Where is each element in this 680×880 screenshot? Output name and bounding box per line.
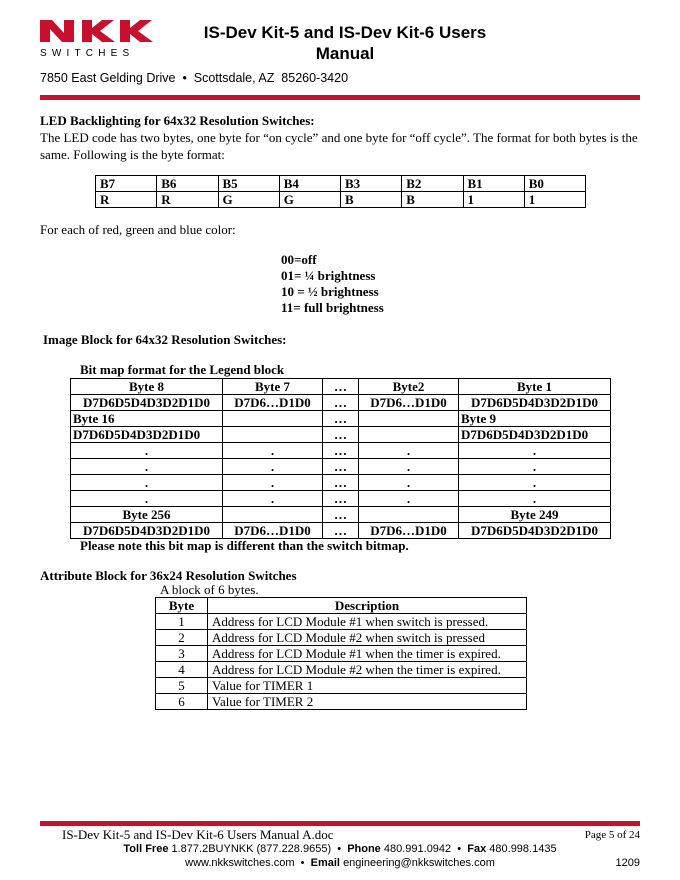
byte-description: Address for LCD Module #2 when switch is pressed — [208, 630, 527, 646]
phone-label: Phone — [347, 843, 381, 855]
column-header: Byte — [156, 598, 208, 614]
table-cell: B6 — [157, 176, 218, 192]
table-row — [71, 523, 611, 539]
email-link[interactable]: engineering@nkkswitches.com — [343, 857, 495, 869]
table-cell: . — [223, 475, 323, 491]
table-cell: D7D6D5D4D3D2D1D0 — [459, 395, 611, 411]
table-cell: Byte 16 — [71, 411, 223, 427]
footer-divider — [40, 821, 640, 826]
footer-web: www.nkkswitches.com • Email engineering@nkkswitches.com — [185, 857, 495, 869]
table-cell: Byte 8 — [71, 379, 223, 395]
table-cell: R — [157, 192, 218, 208]
footer-doc-name: IS-Dev Kit-5 and IS-Dev Kit-6 Users Manual A.doc — [62, 827, 334, 842]
table-cell: D7D6…D1D0 — [359, 523, 459, 539]
nkk-logo-graphic — [38, 16, 158, 58]
table-cell: . — [359, 443, 459, 459]
logo-subtext: SWITCHES — [40, 48, 135, 58]
table-cell: D7D6D5D4D3D2D1D0 — [459, 427, 611, 443]
led-paragraph: The LED code has two bytes, one byte for “on cycle” and one byte for “off cycle”. The format for both bytes is the same. Following is the byte format: — [40, 130, 638, 162]
nkk-logo — [38, 16, 158, 63]
byte-number: 5 — [156, 678, 208, 694]
table-row — [71, 443, 611, 459]
brightness-levels — [281, 252, 384, 316]
table-row — [71, 491, 611, 507]
bitmap-subheading: Bit map format for the Legend block — [80, 362, 285, 377]
table-cell: … — [323, 443, 359, 459]
table-cell: 1 — [463, 192, 524, 208]
byte-description: Value for TIMER 2 — [208, 694, 527, 710]
bitmap-note: Please note this bit map is different than the switch bitmap. — [80, 538, 409, 553]
table-cell — [223, 411, 323, 427]
table-cell: R — [96, 192, 157, 208]
byte-description: Address for LCD Module #1 when switch is pressed. — [208, 614, 527, 630]
fax-label: Fax — [467, 843, 487, 855]
byte-number: 6 — [156, 694, 208, 710]
table-row — [156, 630, 527, 646]
byte-number: 2 — [156, 630, 208, 646]
table-cell: D7D6…D1D0 — [223, 395, 323, 411]
table-cell: . — [459, 459, 611, 475]
table-cell: … — [323, 427, 359, 443]
table-header-row — [156, 598, 527, 614]
fax-number: 480.998.1435 — [489, 843, 557, 855]
table-cell: D7D6D5D4D3D2D1D0 — [71, 523, 223, 539]
tollfree-number: 1.877.2BUYNKK (877.228.9655) — [171, 843, 332, 855]
led-heading: LED Backlighting for 64x32 Resolution Switches: — [40, 113, 315, 128]
table-cell: B3 — [341, 176, 402, 192]
tollfree-label: Toll Free — [123, 843, 169, 855]
website-link[interactable]: www.nkkswitches.com — [185, 857, 295, 869]
footer-code: 1209 — [615, 857, 640, 869]
table-cell: . — [71, 443, 223, 459]
brightness-level: 11= full brightness — [281, 300, 384, 315]
table-cell: Byte2 — [359, 379, 459, 395]
table-cell: Byte 1 — [459, 379, 611, 395]
company-address: 7850 East Gelding Drive • Scottsdale, AZ 85260-3420 — [40, 71, 349, 85]
table-row — [96, 192, 586, 208]
table-row — [96, 176, 586, 192]
table-cell: … — [323, 523, 359, 539]
table-cell — [223, 427, 323, 443]
table-cell: B — [402, 192, 463, 208]
table-row — [71, 395, 611, 411]
phone-number: 480.991.0942 — [383, 843, 452, 855]
table-cell: Byte 7 — [223, 379, 323, 395]
table-cell: 1 — [524, 192, 585, 208]
image-block-heading: Image Block for 64x32 Resolution Switches: — [43, 332, 287, 347]
column-header: Description — [208, 598, 527, 614]
table-cell: D7D6D5D4D3D2D1D0 — [71, 395, 223, 411]
table-cell: . — [223, 459, 323, 475]
table-cell: B — [341, 192, 402, 208]
table-cell: . — [459, 475, 611, 491]
table-row — [71, 379, 611, 395]
table-cell: Byte 9 — [459, 411, 611, 427]
header-divider — [40, 95, 640, 100]
byte-number: 3 — [156, 646, 208, 662]
table-cell: . — [71, 491, 223, 507]
table-row — [156, 678, 527, 694]
table-cell: … — [323, 491, 359, 507]
table-cell: . — [71, 475, 223, 491]
table-cell: G — [218, 192, 279, 208]
table-row — [156, 646, 527, 662]
bitmap-table — [70, 378, 611, 539]
table-cell: . — [223, 443, 323, 459]
byte-number: 1 — [156, 614, 208, 630]
color-intro: For each of red, green and blue color: — [40, 222, 236, 237]
table-cell: D7D6D5D4D3D2D1D0 — [71, 427, 223, 443]
byte-description: Address for LCD Module #1 when the timer is expired. — [208, 646, 527, 662]
table-cell: B0 — [524, 176, 585, 192]
email-label: Email — [310, 857, 340, 869]
table-cell — [359, 411, 459, 427]
table-cell: B7 — [96, 176, 157, 192]
table-cell: … — [323, 379, 359, 395]
table-cell: D7D6…D1D0 — [359, 395, 459, 411]
table-cell: Byte 249 — [459, 507, 611, 523]
table-cell: Byte 256 — [71, 507, 223, 523]
table-cell: … — [323, 507, 359, 523]
table-cell: B4 — [279, 176, 340, 192]
table-cell: B2 — [402, 176, 463, 192]
attribute-table — [155, 597, 527, 710]
byte-description: Address for LCD Module #2 when the timer is expired. — [208, 662, 527, 678]
table-cell: … — [323, 459, 359, 475]
table-row — [156, 614, 527, 630]
table-row — [71, 507, 611, 523]
table-cell — [223, 507, 323, 523]
byte-number: 4 — [156, 662, 208, 678]
page-number: Page 5 of 24 — [584, 829, 640, 841]
brightness-level: 01= ¼ brightness — [281, 268, 376, 283]
table-cell: … — [323, 395, 359, 411]
footer-contact: Toll Free 1.877.2BUYNKK (877.228.9655) • Phone 480.991.0942 • Fax 480.998.1435 — [123, 843, 557, 855]
brightness-level: 00=off — [281, 252, 317, 267]
table-cell: D7D6D5D4D3D2D1D0 — [459, 523, 611, 539]
table-cell: D7D6…D1D0 — [223, 523, 323, 539]
table-cell: . — [359, 475, 459, 491]
table-row — [71, 475, 611, 491]
byte-description: Value for TIMER 1 — [208, 678, 527, 694]
page-title: IS-Dev Kit-5 and IS-Dev Kit-6 Users Manual — [203, 23, 487, 63]
table-cell: . — [359, 459, 459, 475]
table-cell: G — [279, 192, 340, 208]
table-cell: . — [459, 443, 611, 459]
table-cell — [359, 427, 459, 443]
table-row — [71, 459, 611, 475]
table-cell: … — [323, 475, 359, 491]
table-cell: . — [223, 491, 323, 507]
table-cell: . — [71, 459, 223, 475]
table-cell: B5 — [218, 176, 279, 192]
table-cell: B1 — [463, 176, 524, 192]
table-row — [156, 694, 527, 710]
table-cell: … — [323, 411, 359, 427]
brightness-level: 10 = ½ brightness — [281, 284, 379, 299]
attribute-block-heading: Attribute Block for 36x24 Resolution Switches — [40, 568, 297, 583]
attribute-intro: A block of 6 bytes. — [160, 582, 259, 597]
table-row — [71, 411, 611, 427]
table-cell — [359, 507, 459, 523]
led-byte-format-table — [95, 175, 586, 208]
table-cell: . — [459, 491, 611, 507]
table-cell: . — [359, 491, 459, 507]
table-row — [71, 427, 611, 443]
table-row — [156, 662, 527, 678]
